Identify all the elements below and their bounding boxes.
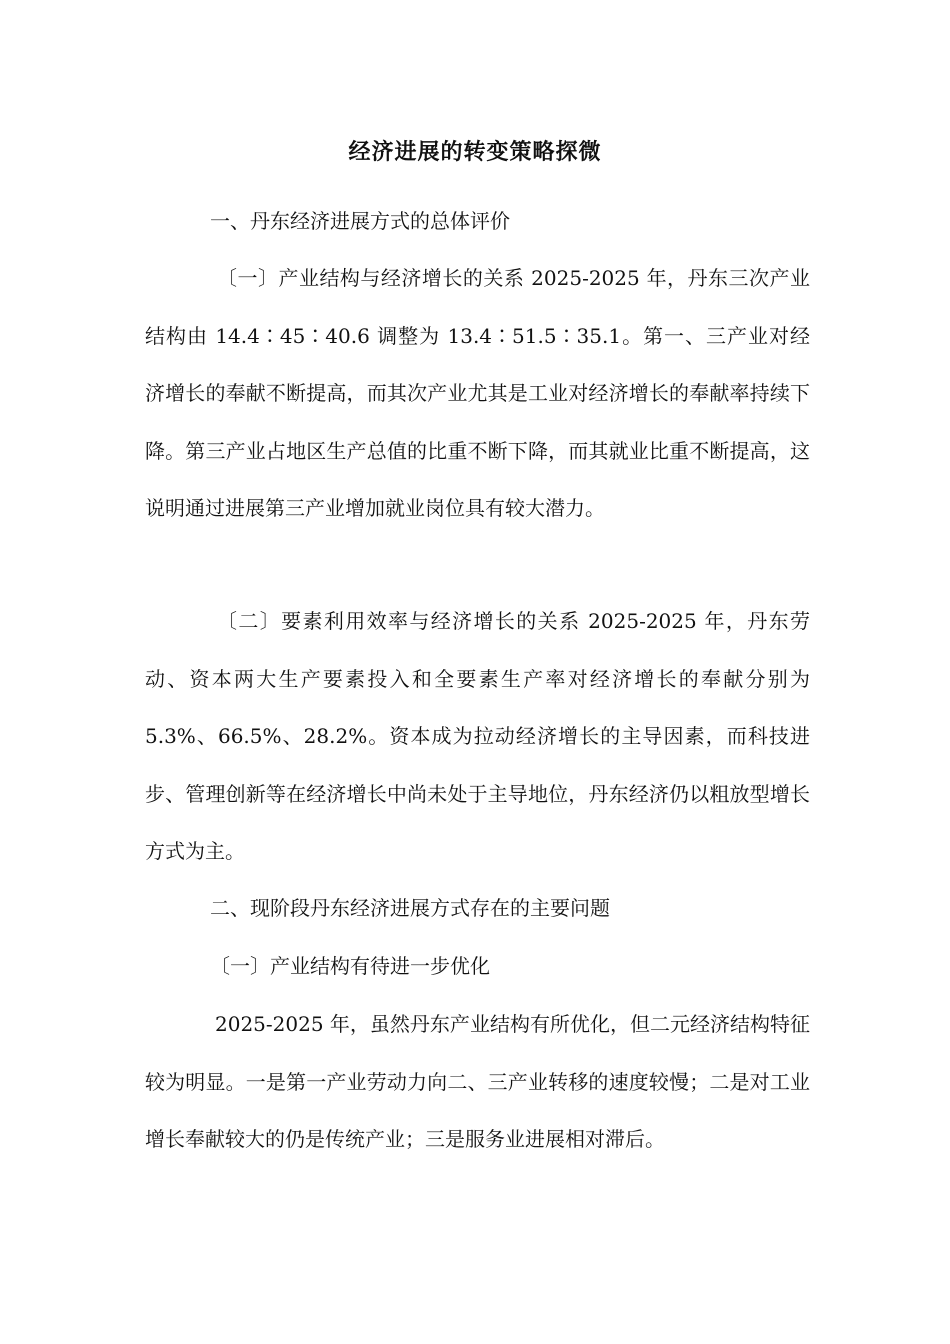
- subsection-heading: 〔一〕产业结构有待进一步优化: [210, 954, 490, 978]
- section-heading-2: 二、现阶段丹东经济进展方式存在的主要问题: [210, 896, 610, 920]
- paragraph-1: 〔一〕产业结构与经济增长的关系 2025-2025 年，丹东三次产业结构由 14.4∶45∶40.6 调整为 13.4∶51.5∶35.1。第一、三产业对经济增长的奉献不断提高，而其次产业尤其是工业对经济增长的奉献率持续下降。第三产业占地区生产总值的比重不断下降，而其就业比重不断提高，这说明通过进展第三产业增加就业岗位具有较大潜力。: [145, 266, 810, 520]
- document-title: 经济进展的转变策略探微: [348, 139, 602, 165]
- section-heading-1: 一、丹东经济进展方式的总体评价: [210, 209, 510, 233]
- paragraph-2: 〔二〕要素利用效率与经济增长的关系 2025-2025 年，丹东劳动、资本两大生产要素投入和全要素生产率对经济增长的奉献分别为 5.3%、66.5%、28.2%。资本成为拉动经济增长的主导因素，而科技进步、管理创新等在经济增长中尚未处于主导地位，丹东经济仍以粗放型增长方式为主。: [145, 609, 810, 863]
- paragraph-3: 2025-2025 年，虽然丹东产业结构有所优化，但二元经济结构特征较为明显。一是第一产业劳动力向二、三产业转移的速度较慢；二是对工业增长奉献较大的仍是传统产业；三是服务业进展相对滞后。: [145, 1012, 810, 1151]
